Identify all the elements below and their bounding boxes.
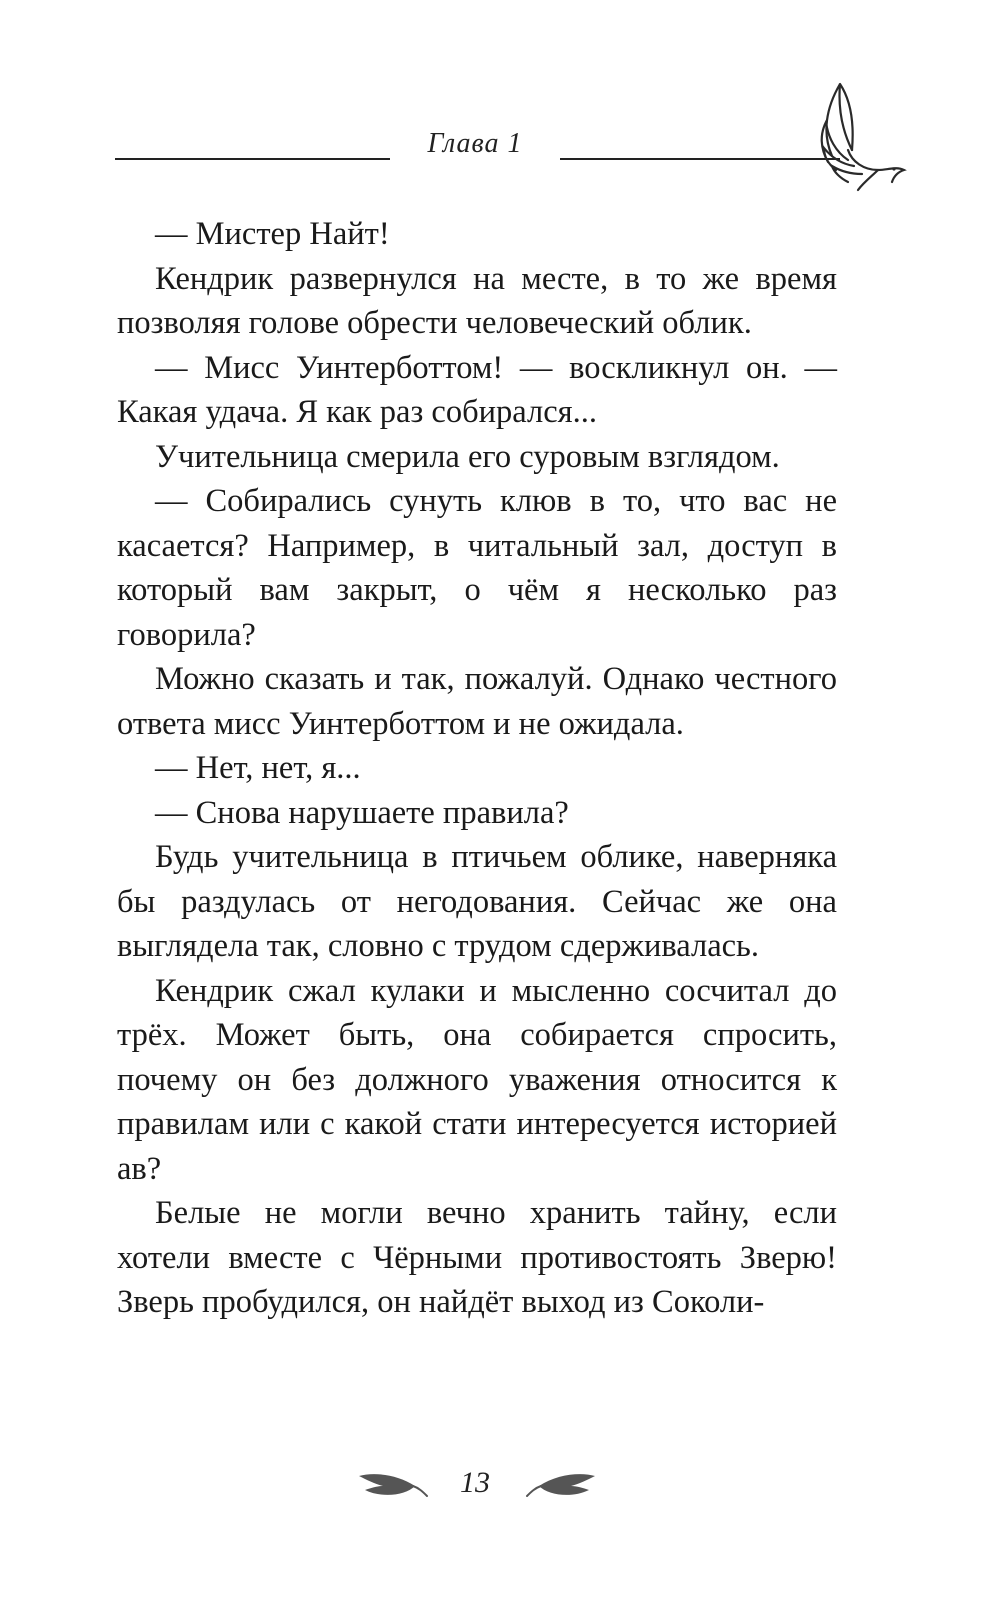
page-header xyxy=(0,0,1000,200)
paragraph: — Мистер Найт! xyxy=(155,216,390,252)
paragraph: Будь учительница в птичьем облике, наверняка бы раздулась от негодования. Сейчас же она выглядела так, словно с трудом сдерживалась. xyxy=(117,839,837,964)
feather-left-icon xyxy=(357,1470,429,1502)
paragraph: — Мисс Уинтерботтом! — воскликнул он. — Какая удача. Я как раз собирался... xyxy=(117,349,837,430)
paragraph: Можно сказать и так, пожалуй. Однако честного ответа мисс Уинтерботтом и не ожидала. xyxy=(117,661,837,742)
feather-right-icon xyxy=(525,1470,597,1502)
page-number: 13 xyxy=(460,1466,490,1499)
paragraph: — Нет, нет, я... xyxy=(155,750,361,786)
paragraph: — Снова нарушаете правила? xyxy=(155,794,569,831)
paragraph: Кендрик сжал кулаки и мысленно сосчитал до трёх. Может быть, она собирается спросить, почему он без должного уважения относится к правилам или с какой стати интересуется историей ав? xyxy=(117,972,837,1187)
paragraph: Белые не могли вечно хранить тайну, если хотели вместе с Чёрными противостоять Зверю! Зверь пробудился, он найдёт выход из Соколи- xyxy=(117,1195,837,1320)
chapter-title: Глава 1 xyxy=(390,128,560,160)
bird-wing-icon xyxy=(818,78,910,196)
page-footer xyxy=(0,1450,1000,1510)
paragraph: Кендрик развернулся на месте, в то же время позволяя голове обрести человеческий облик. xyxy=(117,260,837,341)
paragraph: Учительница смерила его суровым взглядом. xyxy=(155,438,780,475)
paragraph: — Собирались сунуть клюв в то, что вас не касается? Например, в читальный зал, доступ в который вам закрыт, о чём я несколько раз говорила? xyxy=(117,483,837,653)
chapter-text xyxy=(117,212,837,1325)
